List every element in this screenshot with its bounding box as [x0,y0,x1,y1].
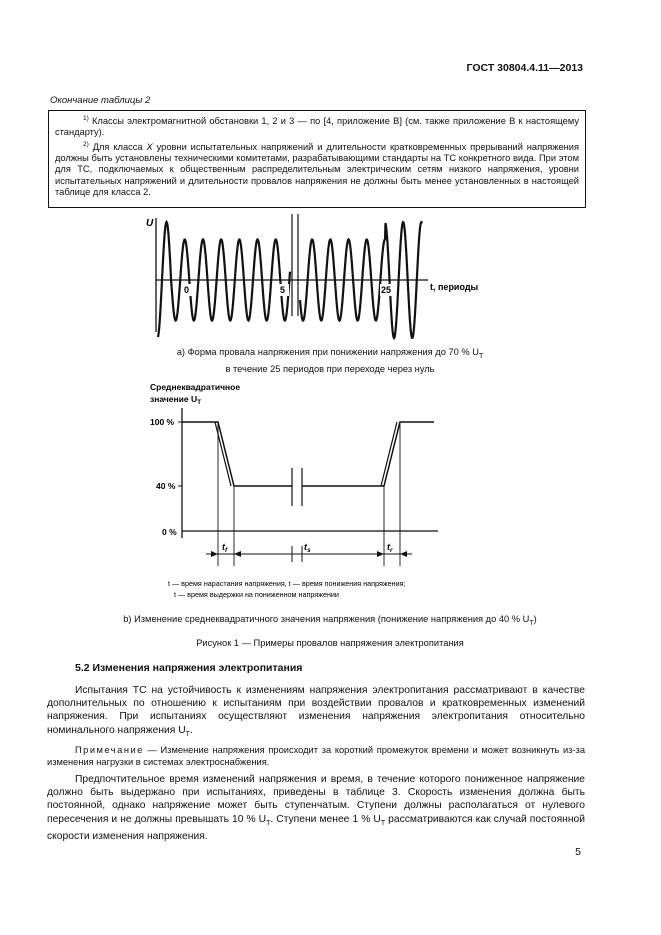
note-label: Примечание [75,745,144,755]
figure-b-label-tr: $t_r$ [387,542,393,554]
paragraph-1: Испытания ТС на устойчивость к изменениям напряжения электропитания рассматривают в качестве дополнительных по отношению к испытаниям при воздействии провалов и кратковременных изменений напряжения. При испытаниях осуществляют изменения напряжения электропитания относительно номинального напряжения $U_T$. [47,685,585,738]
figure-b-y-title-1: Среднеквадратичное [150,382,241,392]
figure-b-legend-line-1: t — время нарастания напряжения, t — время понижения напряжения; [168,579,406,588]
footnote-1: $^{1)}$ Классы электромагнитной обстановки 1, 2 и 3 — по [4, приложение В] (см. также приложение В к настоящему стандарту). [55,115,579,138]
figure-a-x-label: t, периоды [430,282,479,292]
section-heading: 5.2 Изменения напряжения электропитания [75,662,303,674]
table-caption: Окончание таблицы 2 [50,95,151,106]
figure-b-rms-curve-right [302,422,434,486]
figure-a-tick-25: 25 [381,285,392,295]
figure-b-caption: b) Изменение среднеквадратичного значения напряжения (понижение напряжения до 40 % $U_T$) [123,614,537,627]
page-number: 5 [575,846,581,858]
figure-a-waveform [140,212,500,340]
figure-a-tick-5: 5 [280,285,286,295]
figure-b-tick-40: 40 % [156,481,176,491]
figure-title: Рисунок 1 — Примеры провалов напряжения электропитания [196,638,464,648]
paragraph-3: Предпочтительное время изменений напряжения и время, в течение которого пониженное напряжение должно быть выдержано при испытаниях, приведены в таблице 3. Скорость изменения должна быть постоянной, однако напряжение может быть ступенчатым. Ступени должны располагаться от нулевого пересечения и не должны превышать 10 % $U_T$. Ступени менее 1 % $U_T$ рассматриваются как случай постоянной скорости изменения напряжения. [47,774,586,842]
figure-b-label-tf: $t_f$ [222,542,228,554]
figure-b-tick-100: 100 % [150,417,175,427]
figure-a-tick-0: 0 [184,285,190,295]
document-id: ГОСТ 30804.4.11—2013 [466,62,583,74]
footnote-2: $^{2)}$ Для класса X уровни испытательных напряжений и длительности кратковременных прерываний напряжения должны быть установлены техническими комитетами, разрабатывающими стандарты на ТС конкретного вида. При этом для ТС, подключаемых к общественным распределительным электрическим сетям низкого напряжения, уровни испытательных напряжений и длительности провалов напряжения не должны быть менее установленных в настоящей таблице для класса 2. [55,140,579,197]
figure-b-rms-plot [120,378,480,604]
note-paragraph: Примечание — Изменение напряжения происходит за короткий промежуток времени и может возникнуть из-за изменения нагрузки в системах электроснабжения. [47,745,585,767]
figure-b-tick-0: 0 % [162,527,177,537]
figure-b-legend-line-2: t — время выдержки на пониженном напряжении [174,590,339,599]
table-footnotes [48,110,586,208]
figure-a-caption: a) Форма провала напряжения при понижении напряжения до 70 % $U_T$ в течение 25 периодов при переходе через нуль [176,347,484,374]
figure-b-rms-curve-left [182,422,292,486]
figure-b-y-title-2: значение $U_T$ [150,394,202,406]
figure-a-y-label: U [146,218,154,229]
figure-b-label-ts: $t_s$ [304,542,311,554]
